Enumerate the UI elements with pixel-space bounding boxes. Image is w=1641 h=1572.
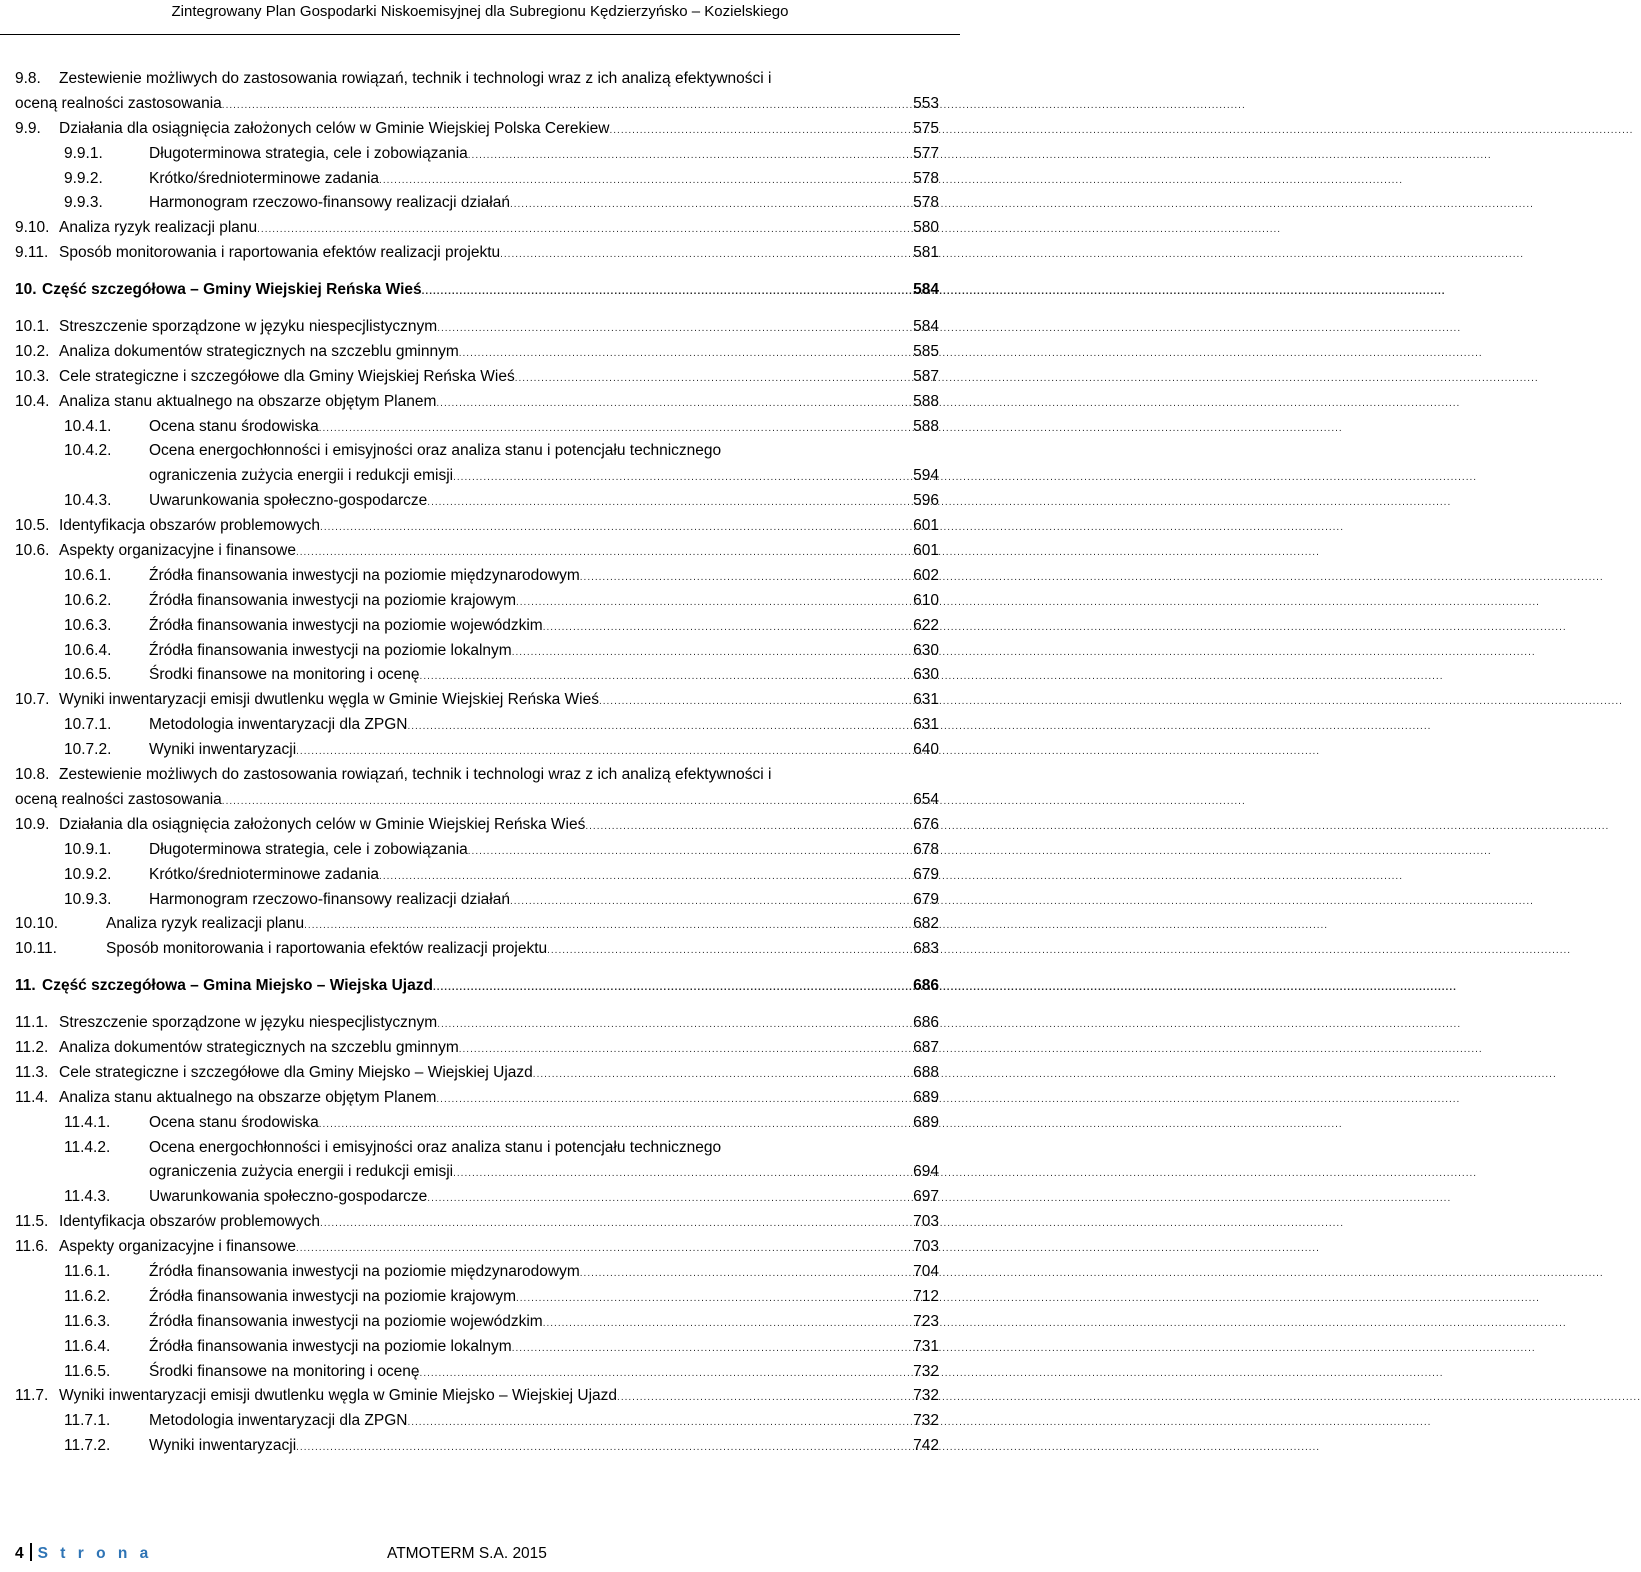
dot-leader [468,146,910,166]
dot-leader [512,1339,910,1359]
toc-entry-page: 578 [913,169,939,187]
toc-entry-title: ograniczenia zużycia energii i redukcji emisji [149,467,454,485]
toc-entry-number: 11.1. [15,1014,49,1032]
toc-entry-page: 654 [913,790,939,808]
toc-entry-page: 596 [913,492,939,510]
toc-entry-title: Streszczenie sporządzone w języku niespecjlistycznym [59,318,438,336]
toc-entry-page: 584 [913,281,939,299]
toc-entry-title: Metodologia inwentaryzacji dla ZPGN [149,716,408,734]
dot-leader [436,394,910,414]
toc-entry[interactable] [15,218,939,243]
toc-entry[interactable] [15,280,939,305]
toc-entry[interactable] [15,1287,939,1312]
dot-leader [453,468,910,488]
dot-leader [599,692,910,712]
toc-entry-page: 584 [913,318,939,336]
toc-entry-page: 585 [913,342,939,360]
toc-entry-page: 581 [913,244,939,262]
toc-entry-title-line1: Ocena energochłonności i emisyjności oraz analiza stanu i potencjału technicznego [149,442,722,460]
toc-entry-page: 732 [913,1362,939,1380]
toc-entry-title: Ocena stanu środowiska [149,1113,319,1131]
toc-entry-title: Długoterminowa strategia, cele i zobowiązania [149,144,468,162]
dot-leader [510,892,910,912]
toc-entry-title: Wyniki inwentaryzacji [149,1437,297,1455]
table-of-contents [15,69,939,1461]
toc-entry[interactable] [15,665,939,690]
toc-entry-number: 9.10. [15,219,50,237]
toc-entry-page: 631 [913,691,939,709]
dot-leader [222,792,910,812]
dot-leader [427,1189,910,1209]
dot-leader [407,717,910,737]
toc-entry[interactable] [15,441,939,466]
toc-entry-title: oceną realności zastosowania [15,790,222,808]
page-number: 4 [15,1545,24,1562]
dot-leader [516,1289,910,1309]
toc-entry-number: 10.6.2. [64,591,112,609]
toc-entry-page: 640 [913,741,939,759]
toc-entry-title: Źródła finansowania inwestycji na poziomie lokalnym [149,1337,512,1355]
toc-entry[interactable] [15,1386,939,1411]
toc-entry-title: Analiza ryzyk realizacji planu [59,219,258,237]
dot-leader [320,1214,910,1234]
toc-entry-number: 11.7. [15,1387,49,1405]
toc-entry-title: Część szczegółowa – Gmina Miejsko – Wiejska Ujazd [42,977,433,995]
toc-entry-title: Część szczegółowa – Gminy Wiejskiej Reńska Wieś [42,281,422,299]
toc-entry[interactable] [15,243,939,268]
dot-leader [437,319,910,339]
dot-leader [543,618,910,638]
toc-entry[interactable] [15,1088,939,1113]
toc-entry-page: 731 [913,1337,939,1355]
toc-entry-title: Uwarunkowania społeczno-gospodarcze [149,492,428,510]
toc-entry[interactable] [15,715,939,740]
dot-leader [547,941,910,961]
toc-entry-number: 11.4.3. [64,1188,111,1206]
toc-entry-page: 602 [913,566,939,584]
toc-entry[interactable] [15,566,939,591]
toc-entry-page: 712 [913,1287,939,1305]
toc-entry-number: 10.4.2. [64,442,112,460]
toc-entry-number: 10.6. [15,542,50,560]
dot-leader [422,282,910,302]
toc-entry[interactable] [15,641,939,666]
header-title: Zintegrowany Plan Gospodarki Niskoemisyjnej dla Subregionu Kędzierzyńsko – Kozielskiego [171,3,789,20]
toc-entry-title: Analiza dokumentów strategicznych na szczeblu gminnym [59,342,459,360]
dot-leader [407,1413,910,1433]
toc-entry-number: 10.6.5. [64,666,112,684]
dot-leader [585,817,910,837]
toc-entry-title: Analiza stanu aktualnego na obszarze objętym Planem [59,1088,437,1106]
toc-entry-title: Wyniki inwentaryzacji emisji dwutlenku węgla w Gminie Wiejskiej Reńska Wieś [59,691,599,709]
toc-entry-title: Sposób monitorowania i raportowania efektów realizacji projektu [106,940,548,958]
dot-leader [320,518,910,538]
dot-leader [543,1314,910,1334]
toc-entry[interactable] [15,1138,939,1163]
dot-leader [319,419,910,439]
toc-entry-title: Źródła finansowania inwestycji na poziomie międzynarodowym [149,1262,580,1280]
toc-entry-number: 10.5. [15,517,50,535]
toc-entry-title: Aspekty organizacyjne i finansowe [59,542,296,560]
toc-entry[interactable] [15,740,939,765]
dot-leader [304,916,910,936]
toc-entry-number: 11.6.3. [64,1312,111,1330]
toc-entry[interactable] [15,342,939,367]
dot-leader [296,543,910,563]
toc-entry-number: 10.1. [15,318,50,336]
toc-entry-page: 588 [913,417,939,435]
dot-leader [319,1115,910,1135]
toc-entry-title: Metodologia inwentaryzacji dla ZPGN [149,1412,408,1430]
toc-entry-title: Cele strategiczne i szczegółowe dla Gminy Miejsko – Wiejskiej Ujazd [59,1063,533,1081]
toc-entry-page: 630 [913,666,939,684]
toc-entry-continuation[interactable] [15,466,939,491]
footer-strona: S t r o n a [37,1545,153,1562]
dot-leader [420,667,911,687]
dot-leader [427,493,910,513]
toc-entry-number: 10.3. [15,367,50,385]
toc-entry-title: Źródła finansowania inwestycji na poziomie lokalnym [149,641,512,659]
dot-leader [433,978,910,998]
toc-entry-number: 11.4. [15,1088,49,1106]
toc-entry-title-line1: Ocena energochłonności i emisyjności oraz analiza stanu i potencjału technicznego [149,1138,722,1156]
toc-entry[interactable] [15,815,939,840]
toc-entry-page: 686 [913,1014,939,1032]
toc-entry-number: 11.6.2. [64,1287,111,1305]
toc-entry-page: 587 [913,367,939,385]
dot-leader [437,1015,910,1035]
toc-entry-number: 10.7.1. [64,716,112,734]
toc-entry[interactable] [15,491,939,516]
toc-entry-number: 9.9.1. [64,144,103,162]
running-header [0,0,960,35]
toc-entry[interactable] [15,690,939,715]
toc-entry[interactable] [15,367,939,392]
toc-entry[interactable] [15,976,939,1001]
toc-entry-number: 10.7. [15,691,50,709]
dot-leader [468,842,910,862]
toc-entry[interactable] [15,1013,939,1038]
dot-leader [617,1388,910,1408]
toc-entry-title: Analiza dokumentów strategicznych na szczeblu gminnym [59,1038,459,1056]
toc-entry[interactable] [15,119,939,144]
toc-entry[interactable] [15,69,939,94]
toc-entry-number: 11.3. [15,1063,49,1081]
toc-entry[interactable] [15,1038,939,1063]
toc-entry-page: 588 [913,392,939,410]
toc-entry-title: Źródła finansowania inwestycji na poziomie wojewódzkim [149,616,543,634]
toc-entry-number: 10. [15,281,37,299]
toc-entry-page: 732 [913,1387,939,1405]
toc-entry-number: 10.9.2. [64,865,112,883]
toc-entry-title: Źródła finansowania inwestycji na poziomie międzynarodowym [149,566,580,584]
toc-entry-page: 732 [913,1412,939,1430]
toc-entry-title: Środki finansowe na monitoring i ocenę [149,1362,420,1380]
toc-entry-page: 683 [913,940,939,958]
toc-entry-number: 9.9.2. [64,169,103,187]
toc-entry[interactable] [15,144,939,169]
toc-entry-number: 10.6.3. [64,616,112,634]
toc-entry[interactable] [15,616,939,641]
dot-leader [296,1239,910,1259]
dot-leader [516,593,910,613]
toc-entry-title: Krótko/średnioterminowe zadania [149,865,380,883]
toc-entry-title: ograniczenia zużycia energii i redukcji emisji [149,1163,454,1181]
toc-entry-title: Aspekty organizacyjne i finansowe [59,1238,296,1256]
toc-entry-number: 11.2. [15,1038,49,1056]
toc-entry-page: 703 [913,1238,939,1256]
toc-entry-number: 11.4.1. [64,1113,111,1131]
toc-entry[interactable] [15,1237,939,1262]
toc-entry-number: 11.7.1. [64,1412,111,1430]
toc-entry-title: Działania dla osiągnięcia założonych celów w Gminie Wiejskiej Reńska Wieś [59,815,586,833]
toc-entry-number: 10.10. [15,915,59,933]
dot-leader [580,568,910,588]
toc-entry-page: 682 [913,915,939,933]
toc-entry-title: Długoterminowa strategia, cele i zobowiązania [149,840,468,858]
toc-entry-title: Źródła finansowania inwestycji na poziomie krajowym [149,591,516,609]
toc-entry[interactable] [15,317,939,342]
toc-entry-title: Analiza stanu aktualnego na obszarze objętym Planem [59,392,437,410]
toc-entry-title: Uwarunkowania społeczno-gospodarcze [149,1188,428,1206]
toc-entry-page: 630 [913,641,939,659]
toc-entry[interactable] [15,1063,939,1088]
toc-entry-page: 742 [913,1437,939,1455]
toc-entry-page: 687 [913,1038,939,1056]
dot-leader [296,742,910,762]
dot-leader [379,171,910,191]
toc-entry-number: 10.9.3. [64,890,112,908]
toc-entry-continuation[interactable] [15,1162,939,1187]
dot-leader [515,369,910,389]
toc-entry-number: 11.6.1. [64,1262,111,1280]
dot-leader [510,195,910,215]
toc-entry[interactable] [15,169,939,194]
toc-entry[interactable] [15,1187,939,1212]
toc-entry-number: 10.9. [15,815,50,833]
toc-entry-page: 631 [913,716,939,734]
toc-entry[interactable] [15,392,939,417]
toc-entry-title: Wyniki inwentaryzacji [149,741,297,759]
toc-entry[interactable] [15,516,939,541]
dot-leader [296,1438,910,1458]
page-footer [15,1542,939,1566]
toc-entry-page: 610 [913,591,939,609]
toc-entry-page: 575 [913,119,939,137]
toc-entry-page: 689 [913,1113,939,1131]
toc-entry-number: 11.5. [15,1213,49,1231]
toc-entry-page: 723 [913,1312,939,1330]
toc-entry-number: 10.6.4. [64,641,112,659]
toc-entry[interactable] [15,1411,939,1436]
toc-entry-title: Cele strategiczne i szczegółowe dla Gminy Wiejskiej Reńska Wieś [59,367,515,385]
toc-entry-number: 10.9.1. [64,840,112,858]
toc-entry-number: 11.4.2. [64,1138,111,1156]
toc-entry-number: 9.8. [15,70,41,87]
toc-entry-page: 622 [913,616,939,634]
dot-leader [453,1164,910,1184]
toc-entry[interactable] [15,1337,939,1362]
toc-entry[interactable] [15,193,939,218]
toc-entry-title-line1: Zestewienie możliwych do zastosowania rowiązań, technik i technologi wraz z ich analizą efektywności i [59,766,772,784]
toc-entry-number: 11. [15,977,36,995]
toc-entry[interactable] [15,939,939,964]
toc-entry-number: 10.4.3. [64,492,112,510]
toc-entry-title: Źródła finansowania inwestycji na poziomie krajowym [149,1287,516,1305]
toc-entry-number: 9.9. [15,119,41,137]
toc-entry-title: Harmonogram rzeczowo-finansowy realizacji działań [149,194,510,212]
toc-entry-number: 9.9.3. [64,194,103,212]
toc-entry-number: 10.4. [15,392,50,410]
toc-entry-page: 686 [913,977,939,995]
toc-entry-number: 11.7.2. [64,1437,111,1455]
toc-entry-page: 577 [913,144,939,162]
toc-entry-number: 10.6.1. [64,566,112,584]
toc-entry-number: 11.6.5. [64,1362,111,1380]
toc-entry-title: Identyfikacja obszarów problemowych [59,517,321,535]
toc-entry[interactable] [15,914,939,939]
toc-entry-number: 10.7.2. [64,741,112,759]
dot-leader [420,1364,911,1384]
toc-entry-title: Ocena stanu środowiska [149,417,319,435]
toc-entry-page: 676 [913,815,939,833]
dot-leader [379,867,910,887]
toc-entry-continuation[interactable] [15,94,939,119]
toc-entry-page: 578 [913,194,939,212]
toc-entry[interactable] [15,1262,939,1287]
toc-entry-page: 594 [913,467,939,485]
toc-entry-title: Środki finansowe na monitoring i ocenę [149,666,420,684]
toc-entry-title: Streszczenie sporządzone w języku niespecjlistycznym [59,1014,438,1032]
footer-divider [30,1543,32,1561]
toc-entry-page: 601 [913,517,939,535]
toc-entry[interactable] [15,417,939,442]
toc-entry-page: 679 [913,865,939,883]
toc-entry-number: 11.6.4. [64,1337,111,1355]
toc-entry-number: 9.11. [15,244,49,262]
dot-leader [610,121,911,141]
dot-leader [512,643,910,663]
toc-entry-page: 580 [913,219,939,237]
toc-entry[interactable] [15,890,939,915]
toc-entry-title: Działania dla osiągnięcia założonych celów w Gminie Wiejskiej Polska Cerekiew [59,119,610,137]
toc-entry-continuation[interactable] [15,790,939,815]
toc-entry[interactable] [15,840,939,865]
footer-company: ATMOTERM S.A. 2015 [387,1545,547,1562]
toc-entry-page: 678 [913,840,939,858]
toc-entry[interactable] [15,541,939,566]
toc-entry[interactable] [15,1212,939,1237]
dot-leader [459,344,910,364]
toc-entry-title-line1: Zestewienie możliwych do zastosowania rowiązań, technik i technologi wraz z ich analizą efektywności i [59,70,772,87]
toc-entry-page: 697 [913,1188,939,1206]
dot-leader [500,245,910,265]
toc-entry-title: Harmonogram rzeczowo-finansowy realizacji działań [149,890,510,908]
dot-leader [257,220,910,240]
toc-entry[interactable] [15,1312,939,1337]
dot-leader [580,1264,910,1284]
toc-entry[interactable] [15,1436,939,1461]
toc-entry-number: 11.6. [15,1238,49,1256]
toc-entry[interactable] [15,865,939,890]
dot-leader [222,96,910,116]
toc-entry-page: 694 [913,1163,939,1181]
toc-entry-title: Analiza ryzyk realizacji planu [106,915,305,933]
toc-entry-page: 601 [913,542,939,560]
toc-entry-number: 10.8. [15,766,50,784]
toc-entry-page: 703 [913,1213,939,1231]
toc-entry-page: 553 [913,94,939,112]
toc-entry-page: 689 [913,1088,939,1106]
toc-entry-page: 679 [913,890,939,908]
dot-leader [436,1090,910,1110]
toc-entry-number: 10.4.1. [64,417,112,435]
toc-entry-number: 10.11. [15,940,57,958]
toc-entry[interactable] [15,1362,939,1387]
dot-leader [533,1065,910,1085]
toc-entry-title: Sposób monitorowania i raportowania efektów realizacji projektu [59,244,501,262]
toc-entry-number: 10.2. [15,342,50,360]
toc-entry-title: Źródła finansowania inwestycji na poziomie wojewódzkim [149,1312,543,1330]
toc-entry[interactable] [15,765,939,790]
toc-entry-page: 704 [913,1262,939,1280]
toc-entry-page: 688 [913,1063,939,1081]
toc-entry-title: Wyniki inwentaryzacji emisji dwutlenku węgla w Gminie Miejsko – Wiejskiej Ujazd [59,1387,618,1405]
toc-entry-title: Identyfikacja obszarów problemowych [59,1213,321,1231]
toc-entry-title: Krótko/średnioterminowe zadania [149,169,380,187]
toc-entry-title: oceną realności zastosowania [15,94,222,112]
dot-leader [459,1040,910,1060]
toc-entry[interactable] [15,591,939,616]
toc-entry[interactable] [15,1113,939,1138]
